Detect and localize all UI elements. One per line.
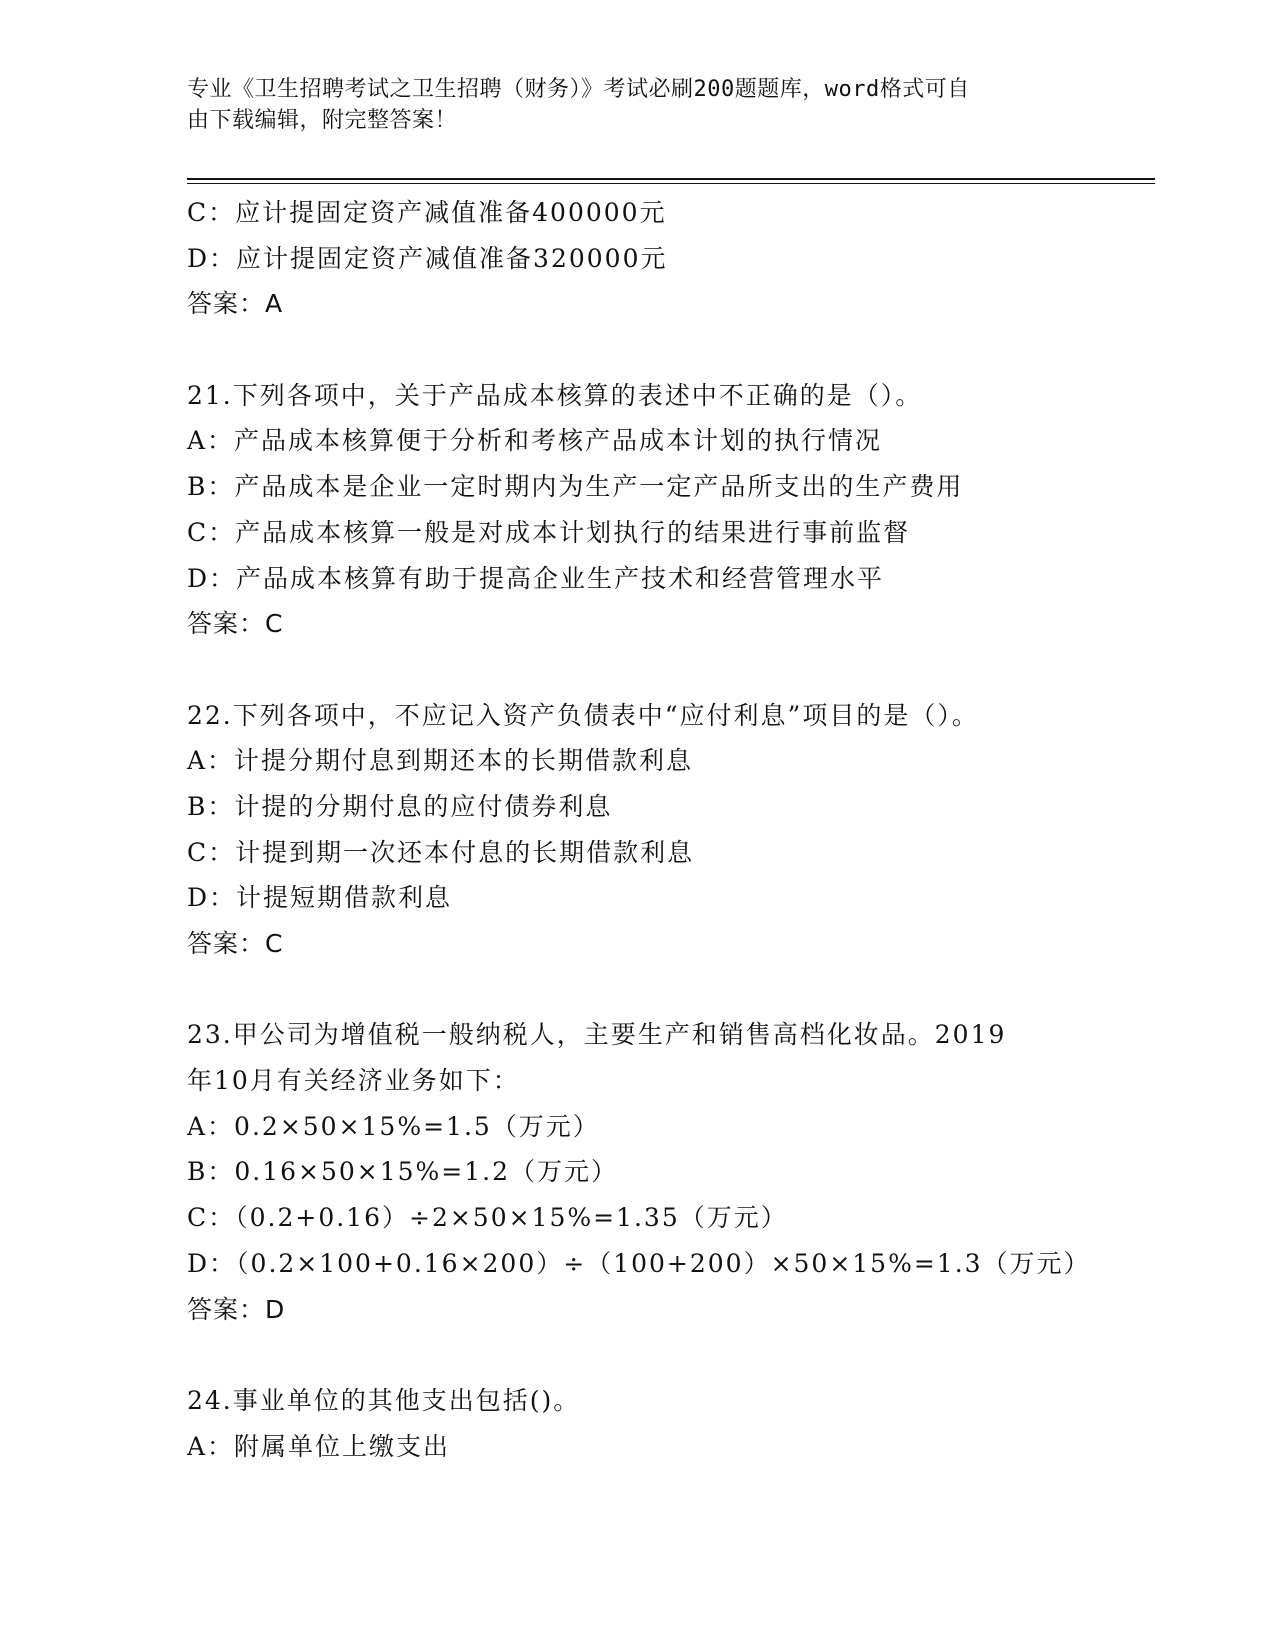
option-a: A：计提分期付息到期还本的长期借款利息 <box>187 746 694 776</box>
answer-line: 答案：D <box>187 1294 286 1324</box>
option-c: C：（0.2+0.16）÷2×50×15%=1.35（万元） <box>187 1203 788 1233</box>
question-block-22 <box>187 693 1087 967</box>
question-block-20 <box>187 190 1087 327</box>
spacer <box>187 647 1087 693</box>
answer-line: 答案：A <box>187 289 284 319</box>
option-a: A：产品成本核算便于分析和考核产品成本计划的执行情况 <box>187 426 883 456</box>
question-block-21 <box>187 373 1087 647</box>
option-c: C：应计提固定资产减值准备400000元 <box>187 198 667 227</box>
option-d: D：（0.2×100+0.16×200）÷（100+200）×50×15%=1.3（万元） <box>187 1248 1091 1278</box>
option-d: D：产品成本核算有助于提高企业生产技术和经营管理水平 <box>187 563 885 593</box>
question-list <box>187 190 1091 1469</box>
option-c: C：计提到期一次还本付息的长期借款利息 <box>187 837 695 867</box>
question-stem: 24.事业单位的其他支出包括()。 <box>187 1385 581 1415</box>
header-divider-thick <box>187 178 1155 180</box>
question-stem-line-1: 23.甲公司为增值税一般纳税人，主要生产和销售高档化妆品。2019 <box>187 1020 1007 1050</box>
option-a: A：0.2×50×15%=1.5（万元） <box>187 1111 600 1141</box>
spacer <box>187 327 1087 373</box>
spacer <box>187 1332 1087 1378</box>
header-divider-thin <box>187 183 1155 184</box>
option-a: A：附属单位上缴支出 <box>187 1431 451 1461</box>
header-line-2: 由下载编辑，附完整答案！ <box>187 108 458 133</box>
answer-line: 答案：C <box>187 929 284 958</box>
option-b: B：产品成本是企业一定时期内为生产一定产品所支出的生产费用 <box>187 472 964 502</box>
question-stem: 22.下列各项中，不应记入资产负债表中“应付利息”项目的是（）。 <box>187 700 979 730</box>
question-block-24 <box>187 1378 1087 1469</box>
answer-line: 答案：C <box>187 609 284 639</box>
question-stem-line-2: 年10月有关经济业务如下： <box>187 1066 520 1096</box>
question-stem: 21.下列各项中，关于产品成本核算的表述中不正确的是（）。 <box>187 380 923 410</box>
option-d: D：计提短期借款利息 <box>187 883 453 913</box>
question-block-23 <box>187 1012 1091 1332</box>
option-b: B：计提的分期付息的应付债券利息 <box>187 791 613 821</box>
option-d: D：应计提固定资产减值准备320000元 <box>187 243 668 273</box>
header-line-1: 专业《卫生招聘考试之卫生招聘（财务）》考试必刷200题题库，word格式可自 <box>187 77 970 102</box>
spacer <box>187 967 1087 1013</box>
option-c: C：产品成本核算一般是对成本计划执行的结果进行事前监督 <box>187 517 911 547</box>
document-header <box>187 74 1087 136</box>
option-b: B：0.16×50×15%=1.2（万元） <box>187 1157 619 1187</box>
